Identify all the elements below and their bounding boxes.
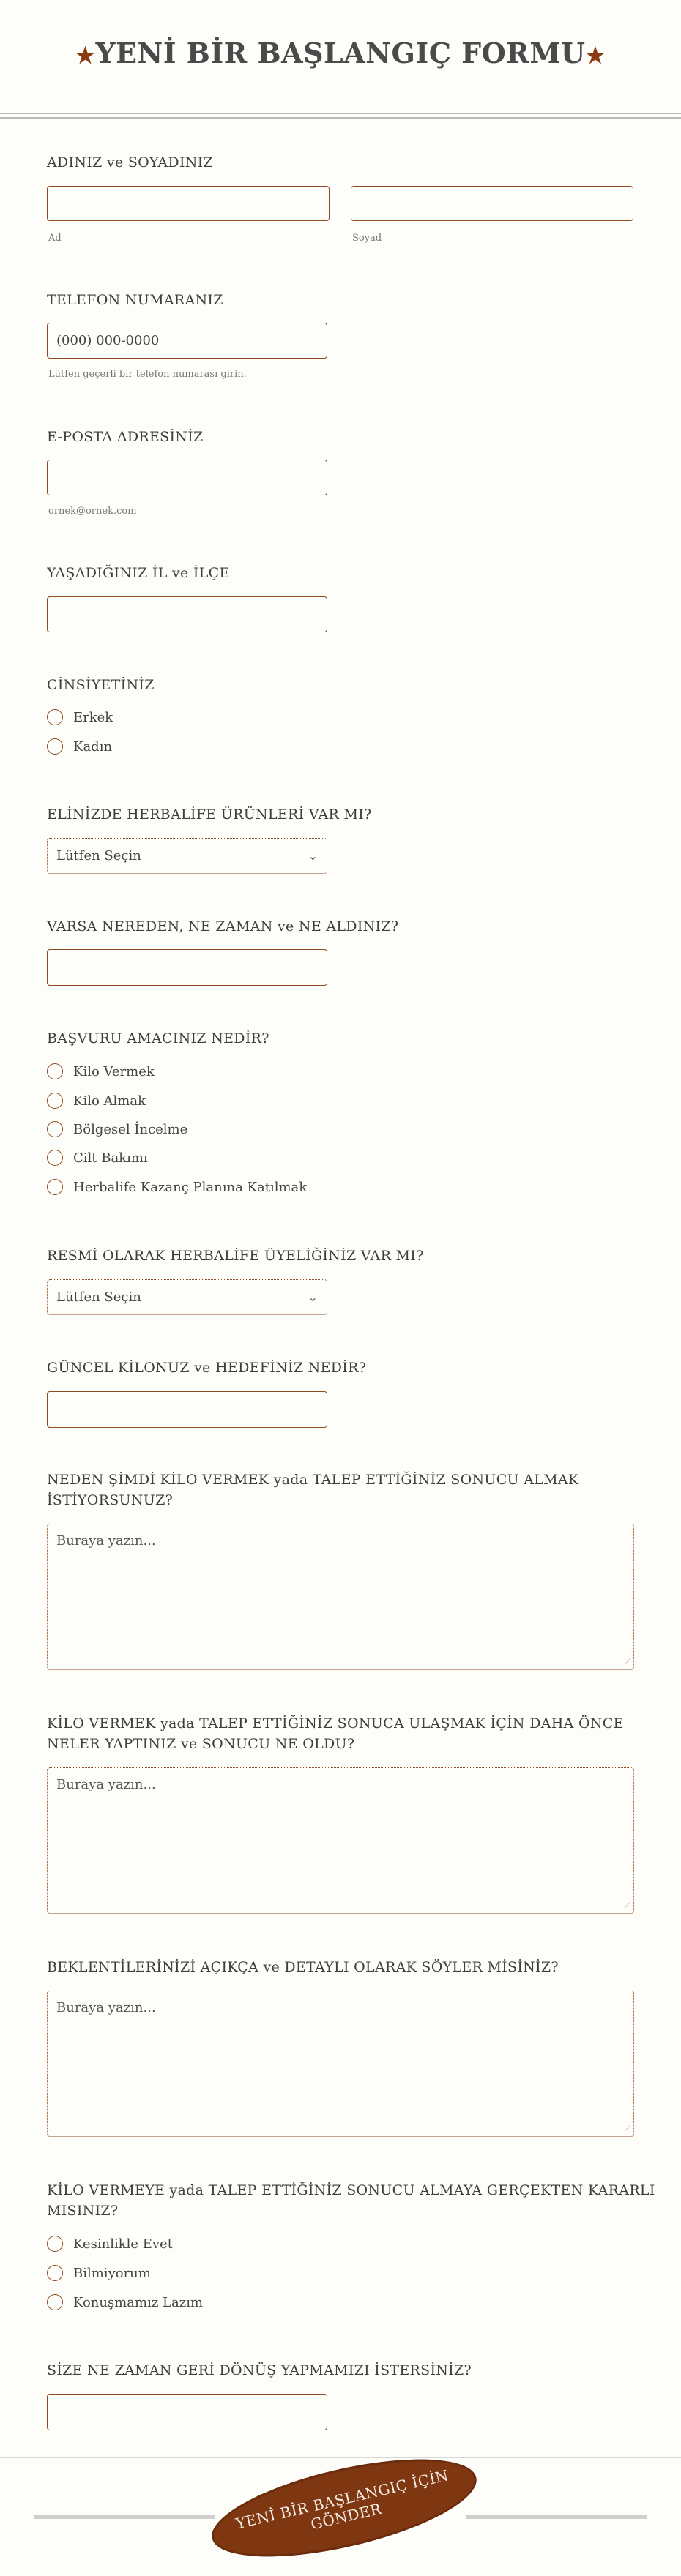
weight-input[interactable] [47, 1391, 327, 1428]
star-icon: ★ [75, 43, 96, 69]
footer-decor-bar-right [466, 2515, 647, 2519]
radio-label: Bölgesel İncelme [73, 1121, 188, 1137]
header-divider [0, 113, 681, 114]
radio-label: Bilmiyorum [73, 2265, 151, 2281]
weight-label: GÜNCEL KİLONUZ ve HEDEFİNİZ NEDİR? [47, 1360, 367, 1376]
radio-circle-icon[interactable] [47, 1179, 63, 1195]
form-header [0, 0, 681, 114]
submit-button[interactable]: YENİ BİR BAŞLANGIÇ İÇİN GÖNDER [204, 2440, 485, 2576]
first-name-input[interactable] [47, 186, 330, 221]
expectations-placeholder: Buraya yazın... [56, 2000, 156, 2015]
phone-label: TELEFON NUMARANIZ [47, 292, 223, 308]
radio-circle-icon[interactable] [47, 1150, 63, 1166]
radio-label: Cilt Bakımı [73, 1150, 148, 1166]
phone-input[interactable] [47, 323, 327, 359]
purpose-label: BAŞVURU AMACINIZ NEDİR? [47, 1030, 269, 1046]
city-label: YAŞADIĞINIZ İL ve İLÇE [47, 565, 230, 581]
star-icon: ★ [585, 43, 606, 69]
decided-label-line1: KİLO VERMEYE yada TALEP ETTİĞİNİZ SONUCU ALMAYA GERÇEKTEN KARARLI [47, 2182, 655, 2198]
membership-label: RESMİ OLARAK HERBALİFE ÜYELİĞİNİZ VAR MI? [47, 1248, 424, 1264]
email-input[interactable] [47, 460, 327, 495]
footer-divider [0, 2457, 681, 2458]
expectations-label: BEKLENTİLERİNİZİ AÇIKÇA ve DETAYLI OLARAK SÖYLER MİSİNİZ? [47, 1959, 559, 1975]
email-label: E-POSTA ADRESİNİZ [47, 429, 204, 445]
footer-decor-bar-left [34, 2515, 215, 2519]
radio-circle-icon[interactable] [47, 709, 63, 725]
email-hint: ornek@ornek.com [48, 506, 137, 517]
purpose-option-kazanc[interactable] [47, 1177, 307, 1197]
chevron-down-icon: ⌄ [308, 1290, 318, 1304]
phone-placeholder: (000) 000-0000 [56, 333, 160, 348]
decided-label-line2: MISINIZ? [47, 2203, 119, 2219]
before-label-line1: KİLO VERMEK yada TALEP ETTİĞİNİZ SONUCA ULAŞMAK İÇİN DAHA ÖNCE [47, 1715, 624, 1731]
expectations-textarea[interactable] [47, 1991, 634, 2137]
form-title-text: YENİ BİR BAŞLANGIÇ FORMU [95, 37, 586, 70]
products-label: ELİNİZDE HERBALİFE ÜRÜNLERİ VAR MI? [47, 806, 372, 823]
membership-select[interactable] [47, 1279, 327, 1315]
why-now-textarea[interactable] [47, 1524, 634, 1670]
last-name-input[interactable] [351, 186, 633, 221]
radio-circle-icon[interactable] [47, 1093, 63, 1109]
form-title [0, 37, 681, 70]
before-label [47, 1713, 624, 1754]
radio-label: Erkek [73, 709, 114, 725]
purpose-option-kilo-almak[interactable] [47, 1090, 146, 1111]
why-now-label [47, 1469, 578, 1510]
radio-circle-icon[interactable] [47, 2294, 63, 2310]
why-now-placeholder: Buraya yazın... [56, 1533, 156, 1549]
before-label-line2: NELER YAPTINIZ ve SONUCU NE OLDU? [47, 1736, 355, 1752]
before-textarea[interactable] [47, 1767, 634, 1914]
phone-hint: Lütfen geçerli bir telefon numarası girin. [48, 369, 247, 380]
radio-label: Konuşmamız Lazım [73, 2294, 204, 2310]
first-name-sublabel: Ad [48, 233, 62, 244]
callback-label: SİZE NE ZAMAN GERİ DÖNÜŞ YAPMAMIZI İSTERSİNİZ? [47, 2362, 472, 2378]
decided-label [47, 2180, 655, 2221]
gender-option-erkek[interactable] [47, 707, 113, 727]
city-input[interactable] [47, 596, 327, 632]
purchase-input[interactable] [47, 949, 327, 986]
why-now-label-line2: İSTİYORSUNUZ? [47, 1492, 174, 1508]
resize-handle-icon[interactable]: ⟋ [625, 1901, 630, 1910]
callback-input[interactable] [47, 2394, 327, 2430]
chevron-down-icon: ⌄ [308, 849, 318, 863]
purpose-option-kilo-vermek[interactable] [47, 1061, 155, 1082]
header-divider [0, 117, 681, 119]
radio-label: Kadın [73, 738, 113, 755]
gender-label: CİNSİYETİNİZ [47, 677, 155, 693]
last-name-sublabel: Soyad [352, 233, 382, 244]
radio-circle-icon[interactable] [47, 1063, 63, 1079]
before-placeholder: Buraya yazın... [56, 1777, 156, 1792]
radio-label: Kilo Vermek [73, 1063, 155, 1079]
resize-handle-icon[interactable]: ⟋ [625, 1657, 630, 1666]
products-selected: Lütfen Seçin [56, 848, 141, 864]
radio-label: Herbalife Kazanç Planına Katılmak [73, 1179, 308, 1195]
decided-option-evet[interactable] [47, 2234, 173, 2254]
radio-circle-icon[interactable] [47, 738, 63, 755]
membership-selected: Lütfen Seçin [56, 1289, 141, 1305]
products-select[interactable] [47, 838, 327, 874]
purpose-option-bolgesel[interactable] [47, 1119, 187, 1139]
resize-handle-icon[interactable]: ⟋ [625, 2124, 630, 2133]
gender-option-kadin[interactable] [47, 736, 112, 757]
decided-option-bilmiyorum[interactable] [47, 2263, 151, 2283]
decided-option-konusmamiz[interactable] [47, 2292, 203, 2313]
purpose-option-cilt[interactable] [47, 1147, 148, 1168]
purchase-label: VARSA NEREDEN, NE ZAMAN ve NE ALDINIZ? [47, 918, 399, 935]
radio-circle-icon[interactable] [47, 2236, 63, 2252]
radio-circle-icon[interactable] [47, 2265, 63, 2281]
radio-label: Kesinlikle Evet [73, 2236, 173, 2252]
radio-label: Kilo Almak [73, 1093, 146, 1109]
name-label: ADINIZ ve SOYADINIZ [47, 154, 214, 171]
why-now-label-line1: NEDEN ŞİMDİ KİLO VERMEK yada TALEP ETTİĞİNİZ SONUCU ALMAK [47, 1472, 579, 1488]
radio-circle-icon[interactable] [47, 1121, 63, 1137]
